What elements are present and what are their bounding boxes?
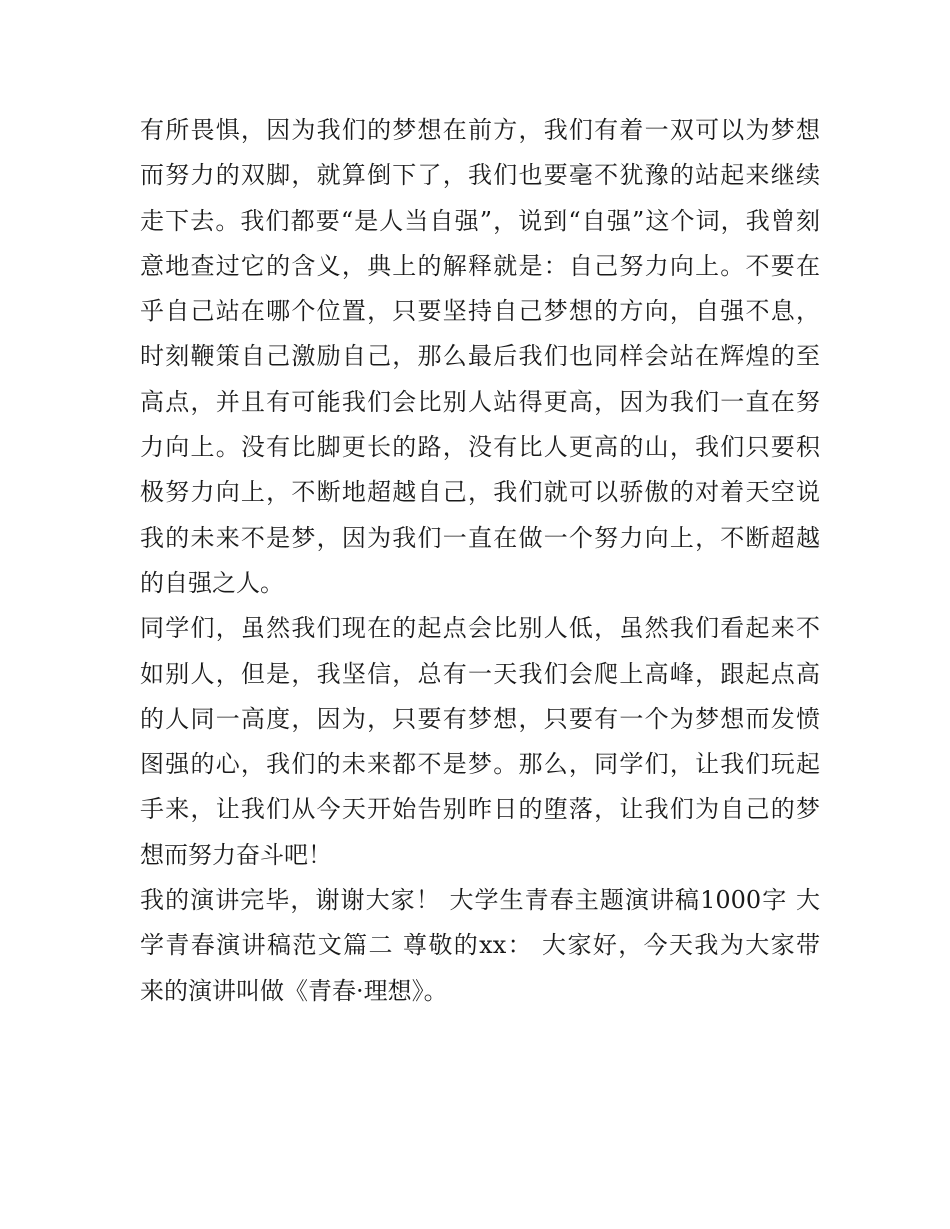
text-line: 图强的心，我们的未来都不是梦。那么，同学们，让我们玩起 bbox=[140, 750, 820, 779]
text-line: 意地查过它的含义，典上的解释就是：自己努力向上。不要在 bbox=[140, 251, 820, 280]
text-line: 时刻鞭策自己激励自己，那么最后我们也同样会站在辉煌的至 bbox=[140, 342, 820, 371]
text-line: 高点，并且有可能我们会比别人站得更高，因为我们一直在努 bbox=[140, 387, 820, 416]
paragraph-2 bbox=[140, 606, 820, 878]
text-line: 走下去。我们都要“是人当自强”，说到“自强”这个词，我曾刻 bbox=[140, 206, 820, 235]
text-line: 学青春演讲稿范文篇二 尊敬的xx： 大家好，今天我为大家带 bbox=[140, 931, 820, 960]
text-line: 极努力向上，不断地超越自己，我们就可以骄傲的对着天空说 bbox=[140, 478, 820, 507]
text-line: 力向上。没有比脚更长的路，没有比人更高的山，我们只要积 bbox=[140, 433, 820, 462]
text-line: 我的演讲完毕，谢谢大家！ 大学生青春主题演讲稿1000字 大 bbox=[140, 886, 820, 915]
text-line: 而努力的双脚，就算倒下了，我们也要毫不犹豫的站起来继续 bbox=[140, 161, 820, 190]
text-line: 手来，让我们从今天开始告别昨日的堕落，让我们为自己的梦 bbox=[140, 795, 820, 824]
text-line: 如别人，但是，我坚信，总有一天我们会爬上高峰，跟起点高 bbox=[140, 659, 820, 688]
text-line: 同学们，虽然我们现在的起点会比别人低，虽然我们看起来不 bbox=[140, 614, 820, 643]
document-body bbox=[140, 108, 820, 1014]
text-line: 我的未来不是梦，因为我们一直在做一个努力向上，不断超越 bbox=[140, 523, 820, 552]
text-line: 的人同一高度，因为，只要有梦想，只要有一个为梦想而发愤 bbox=[140, 704, 820, 733]
paragraph-1 bbox=[140, 108, 820, 606]
text-line: 有所畏惧，因为我们的梦想在前方，我们有着一双可以为梦想 bbox=[140, 116, 820, 144]
paragraph-3 bbox=[140, 878, 820, 1014]
text-line: 想而努力奋斗吧！ bbox=[140, 840, 332, 869]
text-line: 的自强之人。 bbox=[140, 568, 284, 597]
text-line: 来的演讲叫做《青春·理想》。 bbox=[140, 976, 448, 1005]
text-line: 乎自己站在哪个位置，只要坚持自己梦想的方向，自强不息， bbox=[140, 297, 820, 326]
